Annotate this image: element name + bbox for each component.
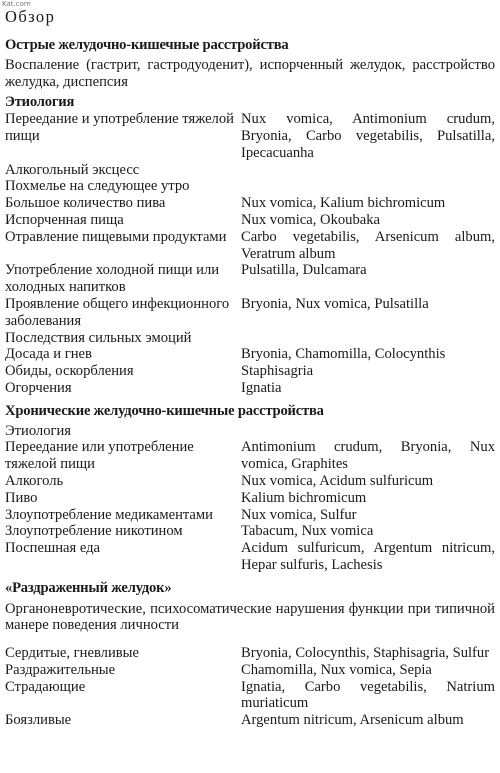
cause: Употребление холодной пищи или холодных напитков (5, 262, 220, 296)
cause: Поспешная еда (5, 540, 101, 557)
table-row (5, 195, 495, 212)
remedy: Bryonia, Colocynthis, Staphisagria, Sulfur (241, 645, 490, 662)
table-row (5, 212, 495, 229)
cause: Злоупотребление медикаментами (5, 506, 213, 523)
watermark: Kat.com (2, 0, 31, 8)
table-row (5, 523, 495, 540)
remedy (241, 178, 495, 195)
remedy: Bryonia, Nux vomica, Pulsatilla (241, 295, 429, 312)
remedy: Nux vomica, Okoubaka (241, 211, 381, 228)
remedy: Argentum nitricum, Arsenicum album (241, 712, 464, 729)
acute-section-title: Острые желудочно-кишечные расстройства (5, 37, 289, 53)
cause: Боязливые (5, 712, 72, 729)
remedy: Tabacum, Nux vomica (241, 523, 374, 540)
table-row (5, 540, 495, 574)
cause: Алкоголь (5, 472, 64, 489)
cause: Переедание и употребление тяжелой пищи (5, 111, 234, 144)
remedy (241, 162, 495, 179)
cause: Обиды, оскорбления (5, 363, 134, 380)
remedy: Nux vomica, Sulfur (241, 506, 357, 523)
table-row (5, 363, 495, 380)
table-row (5, 645, 495, 662)
irritated-description: Органоневротические, психосоматические нарушения функции при типичной манере поведения личности (5, 600, 495, 634)
table-row (5, 490, 495, 507)
chronic-table (5, 439, 495, 573)
remedy: Nux vomica, Antimonium crudum, Bryonia, Carbo vegetabilis, Pulsatilla, Ipecacuanha (241, 111, 495, 161)
cause: Похмелье на следующее утро (5, 178, 190, 195)
document-page (5, 0, 495, 729)
cause: Последствия сильных эмоций (5, 329, 192, 346)
cause: Досада и гнев (5, 346, 92, 363)
table-row (5, 162, 495, 179)
table-row (5, 679, 495, 713)
cause: Испорченная пища (5, 211, 124, 228)
table-row (5, 296, 495, 330)
cause: Злоупотребление никотином (5, 523, 183, 540)
remedy: Staphisagria (241, 363, 314, 380)
cause: Проявление общего инфекционного заболевания (5, 295, 230, 329)
cause: Алкогольный эксцесс (5, 161, 140, 178)
irritated-section-title: «Раздраженный желудок» (5, 579, 172, 596)
chronic-etiology-title: Этиология (5, 422, 72, 439)
table-row (5, 330, 495, 347)
remedy: Nux vomica, Acidum sulfuricum (241, 472, 434, 489)
remedy: Kalium bichromicum (241, 489, 367, 506)
cause: Страдающие (5, 678, 86, 695)
cause: Пиво (5, 489, 38, 506)
acute-table (5, 111, 495, 397)
table-row (5, 380, 495, 397)
remedy: Carbo vegetabilis, Arsenicum album, Veratrum album (241, 228, 495, 262)
remedy: Antimonium crudum, Bryonia, Nux vomica, Graphites (241, 439, 495, 473)
cause: Раздражительные (5, 661, 116, 678)
table-row (5, 662, 495, 679)
cause: Большое количество пива (5, 195, 166, 212)
remedy (241, 330, 495, 347)
acute-description: Воспаление (гастрит, гастродуоденит), испорченный желудок, расстройство желудка, диспепсия (5, 56, 495, 90)
irritated-table (5, 645, 495, 729)
chronic-section-title: Хронические желудочно-кишечные расстройства (5, 402, 324, 419)
remedy: Nux vomica, Kalium bichromicum (241, 195, 446, 212)
cause: Отравление пищевыми продуктами (5, 228, 227, 245)
table-row (5, 473, 495, 490)
table-row (5, 439, 495, 473)
cause: Огорчения (5, 379, 72, 396)
remedy: Chamomilla, Nux vomica, Sepia (241, 661, 432, 678)
remedy: Acidum sulfuricum, Argentum nitricum, Hepar sulfuris, Lachesis (241, 540, 495, 573)
cause: Переедание или употребление тяжелой пищи (5, 439, 194, 473)
table-row (5, 111, 495, 161)
table-row (5, 178, 495, 195)
table-row (5, 229, 495, 263)
acute-etiology-title: Этиология (5, 94, 75, 111)
table-row (5, 262, 495, 296)
cause: Сердитые, гневливые (5, 645, 139, 662)
remedy: Bryonia, Chamomilla, Colocynthis (241, 346, 446, 363)
remedy: Pulsatilla, Dulcamara (241, 262, 367, 279)
table-row (5, 507, 495, 524)
remedy: Ignatia (241, 379, 282, 396)
page-heading: Обзор (5, 7, 56, 26)
table-row (5, 712, 495, 729)
remedy: Ignatia, Carbo vegetabilis, Natrium muriaticum (241, 678, 495, 712)
table-row (5, 346, 495, 363)
